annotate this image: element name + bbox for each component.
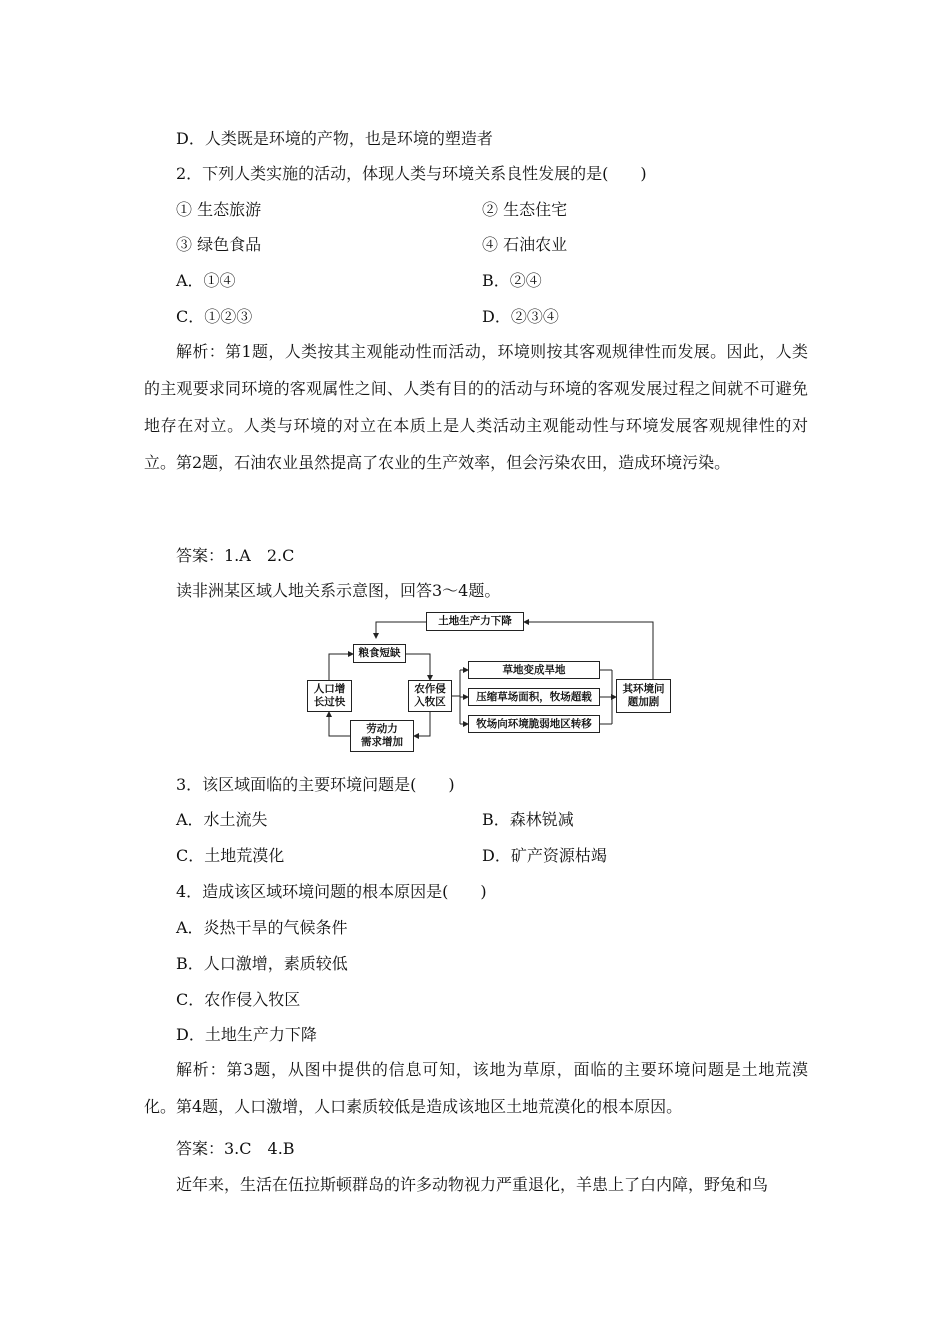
analysis-1: 解析：第1题，人类按其主观能动性而活动，环境则按其客观规律性而发展。因此，人类的主观要求同环境的客观属性之间、人类有目的的活动与环境的客观发展过程之间就不可避免地存在对立。人类与环境的对立在本质上是人类活动主观能动性与环境发展客观规律性的对立。第2题，石油农业虽然提高了农业的生产效率，但会污染农田，造成环境污染。 bbox=[144, 342, 808, 472]
box-farming-invasion bbox=[408, 680, 452, 712]
box-farming-invasion-line2: 入牧区 bbox=[414, 696, 446, 708]
q3-option-d: D．矿产资源枯竭 bbox=[482, 846, 607, 865]
q3-option-a: A．水土流失 bbox=[176, 810, 268, 829]
box-env-worsening bbox=[616, 679, 671, 713]
box-grassland-to-dryland: 草地变成旱地 bbox=[468, 661, 600, 679]
box-env-worsening-line1: 其环境问 bbox=[622, 683, 665, 695]
box-labor-demand bbox=[350, 720, 414, 752]
box-population-growth-line2: 长过快 bbox=[313, 696, 346, 708]
q2-item-2: ② 生态住宅 bbox=[482, 200, 568, 219]
box-population-growth bbox=[307, 680, 352, 712]
q4-option-d: D．土地生产力下降 bbox=[176, 1025, 317, 1044]
closing-paragraph: 近年来，生活在伍拉斯顿群岛的许多动物视力严重退化，羊患上了白内障，野兔和鸟 bbox=[176, 1175, 769, 1194]
human-land-diagram bbox=[306, 610, 706, 750]
box-overgrazing: 压缩草场面积，牧场超载 bbox=[468, 688, 600, 706]
q2-item-1: ① 生态旅游 bbox=[176, 200, 262, 219]
q2-option-d: D．②③④ bbox=[482, 307, 559, 326]
q2-item-3: ③ 绿色食品 bbox=[176, 235, 262, 254]
q2-option-b: B．②④ bbox=[482, 271, 542, 290]
box-labor-demand-line1: 劳动力 bbox=[366, 723, 398, 735]
analysis-2: 解析：第3题，从图中提供的信息可知，该地为草原，面临的主要环境问题是土地荒漠化。第4题，人口激增，人口素质较低是造成该地区土地荒漠化的根本原因。 bbox=[144, 1060, 808, 1116]
q4-stem: 4．造成该区域环境问题的根本原因是( ) bbox=[176, 882, 487, 901]
q1-option-d: D．人类既是环境的产物，也是环境的塑造者 bbox=[176, 129, 493, 148]
q4-option-a: A．炎热干旱的气候条件 bbox=[176, 918, 348, 937]
intro-q3-4: 读非洲某区域人地关系示意图，回答3～4题。 bbox=[176, 581, 501, 600]
box-farming-invasion-line1: 农作侵 bbox=[414, 683, 446, 695]
box-population-growth-line1: 人口增 bbox=[313, 683, 346, 695]
box-labor-demand-line2: 需求增加 bbox=[361, 736, 403, 748]
q2-item-4: ④ 石油农业 bbox=[482, 235, 568, 254]
box-env-worsening-line2: 题加剧 bbox=[627, 696, 660, 708]
q4-option-b: B．人口激增，素质较低 bbox=[176, 954, 348, 973]
q3-option-b: B．森林锐减 bbox=[482, 810, 574, 829]
box-food-shortage: 粮食短缺 bbox=[353, 644, 406, 663]
box-pasture-shift: 牧场向环境脆弱地区转移 bbox=[468, 715, 600, 733]
answer-1: 答案：1.A 2.C bbox=[176, 546, 295, 565]
box-land-productivity: 土地生产力下降 bbox=[426, 612, 524, 631]
q4-option-c: C．农作侵入牧区 bbox=[176, 990, 301, 1009]
q3-stem: 3．该区域面临的主要环境问题是( ) bbox=[176, 775, 455, 794]
answer-2: 答案：3.C 4.B bbox=[176, 1139, 295, 1158]
q2-stem: 2．下列人类实施的活动，体现人类与环境关系良性发展的是( ) bbox=[176, 164, 647, 183]
q2-option-c: C．①②③ bbox=[176, 307, 253, 326]
q3-option-c: C．土地荒漠化 bbox=[176, 846, 285, 865]
q2-option-a: A．①④ bbox=[176, 271, 236, 290]
